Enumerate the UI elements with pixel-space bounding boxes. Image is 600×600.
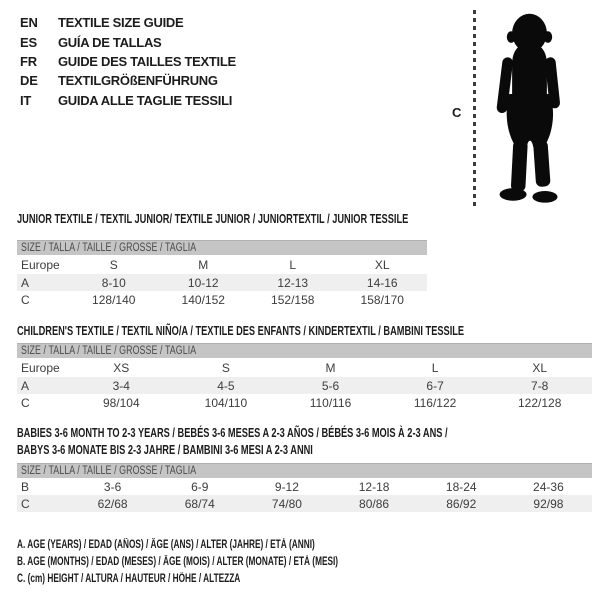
guide-title-es: GUÍA DE TALLAS: [58, 34, 162, 50]
cell-value: 8-10: [101, 275, 126, 290]
size-header-bar: SIZE / TALLA / TAILLE / GRÖSSE / TAGLIA: [17, 343, 592, 358]
row-label: A: [21, 378, 30, 393]
language-code: IT: [20, 92, 32, 108]
cell-value: 80/86: [359, 496, 390, 511]
legend-footnotes: [17, 536, 463, 588]
table-row: [17, 495, 592, 512]
cell-value: 9-12: [274, 479, 299, 494]
table-row: [17, 377, 592, 394]
table-row: [17, 358, 592, 377]
section-title-junior: JUNIOR TEXTILE / TEXTIL JUNIOR/ TEXTILE JUNIOR / JUNIORTEXTIL / JUNIOR TESSILE: [17, 212, 409, 226]
cell-value: XS: [113, 360, 130, 375]
row-label: C: [21, 496, 30, 511]
guide-title-de: TEXTILGRÖßENFÜHRUNG: [58, 73, 218, 89]
size-header-bar: SIZE / TALLA / TAILLE / GRÖSSE / TAGLIA: [17, 463, 592, 478]
table-row: [17, 291, 427, 308]
size-header-bar: SIZE / TALLA / TAILLE / GRÖSSE / TAGLIA: [17, 240, 427, 255]
table-row: [17, 478, 592, 495]
row-label: B: [21, 479, 30, 494]
language-title-list: [20, 13, 236, 110]
guide-title-it: GUIDA ALLE TAGLIE TESSILI: [58, 92, 233, 108]
size-table-junior: [17, 240, 427, 308]
cell-value: 158/170: [360, 292, 404, 307]
language-code: ES: [20, 34, 37, 50]
cell-value: S: [109, 257, 118, 272]
row-label: Europe: [21, 257, 60, 272]
cell-value: 6-7: [426, 378, 444, 393]
cell-value: M: [198, 257, 209, 272]
cell-value: 3-6: [103, 479, 122, 494]
cell-value: 140/152: [181, 292, 225, 307]
footnote-b: B. AGE (MONTHS) / EDAD (MESES) / ÂGE (MOIS) / ALTER (MONATE) / ETÀ (MESI): [17, 555, 339, 568]
cell-value: 12-18: [358, 479, 390, 494]
cell-value: L: [289, 257, 297, 272]
cell-value: 116/122: [413, 395, 457, 410]
footnote-c: C. (cm) HEIGHT / ALTURA / HAUTEUR / HÖHE / ALTEZZA: [17, 572, 241, 585]
section-title-babies-line2: BABYS 3-6 MONATE BIS 2-3 JAHRE / BAMBINI 3-6 MESI A 2-3 ANNI: [17, 443, 313, 457]
height-measure-label: C: [452, 105, 462, 120]
language-row-es: [20, 32, 236, 51]
section-title-children: CHILDREN'S TEXTILE / TEXTIL NIÑO/A / TEXTILE DES ENFANTS / KINDERTEXTIL / BAMBINI TESSILE: [17, 324, 465, 338]
cell-value: L: [431, 360, 439, 375]
table-row: [17, 255, 427, 274]
baby-silhouette-icon: [487, 8, 572, 207]
cell-value: 10-12: [187, 275, 219, 290]
table-row: [17, 274, 427, 291]
cell-value: 4-5: [217, 378, 235, 393]
language-code: FR: [20, 53, 37, 69]
size-table-babies: [17, 463, 592, 512]
row-label: C: [21, 395, 30, 410]
cell-value: M: [325, 360, 336, 375]
language-code: EN: [20, 15, 38, 31]
cell-value: 128/140: [92, 292, 136, 307]
cell-value: XL: [532, 360, 548, 375]
language-row-it: [20, 91, 236, 110]
height-measure-dotted-line: [473, 10, 476, 207]
language-code: DE: [20, 73, 38, 89]
cell-value: 110/116: [309, 395, 352, 410]
cell-value: 12-13: [277, 275, 309, 290]
cell-value: 18-24: [445, 479, 477, 494]
footnote-a: A. AGE (YEARS) / EDAD (AÑOS) / ÂGE (ANS) / ALTER (JAHRE) / ETÀ (ANNI): [17, 538, 315, 551]
table-row: [17, 394, 592, 411]
cell-value: 5-6: [321, 378, 340, 393]
size-table-children: [17, 343, 592, 411]
guide-title-fr: GUIDE DES TAILLES TEXTILE: [58, 53, 236, 69]
cell-value: 98/104: [102, 395, 140, 410]
language-row-en: [20, 13, 236, 32]
section-title-babies-line1: BABIES 3-6 MONTH TO 2-3 YEARS / BEBÉS 3-6 MESES A 2-3 AÑOS / BÉBÉS 3-6 MOIS À 2-3 ANS /: [17, 426, 448, 440]
cell-value: 152/158: [271, 292, 315, 307]
cell-value: 86/92: [446, 496, 477, 511]
cell-value: 7-8: [531, 378, 549, 393]
cell-value: 92/98: [533, 496, 564, 511]
guide-title-en: TEXTILE SIZE GUIDE: [58, 15, 184, 31]
cell-value: 62/68: [97, 496, 128, 511]
cell-value: S: [221, 360, 230, 375]
row-label: C: [21, 292, 30, 307]
language-row-fr: [20, 52, 236, 71]
cell-value: XL: [374, 257, 390, 272]
cell-value: 6-9: [191, 479, 209, 494]
cell-value: 104/110: [204, 395, 248, 410]
language-row-de: [20, 71, 236, 90]
cell-value: 24-36: [533, 479, 564, 494]
cell-value: 122/128: [517, 395, 562, 410]
cell-value: 74/80: [271, 496, 302, 511]
cell-value: 3-4: [112, 378, 130, 393]
cell-value: 68/74: [184, 496, 215, 511]
cell-value: 14-16: [366, 275, 398, 290]
row-label: A: [21, 275, 30, 290]
row-label: Europe: [21, 360, 60, 375]
